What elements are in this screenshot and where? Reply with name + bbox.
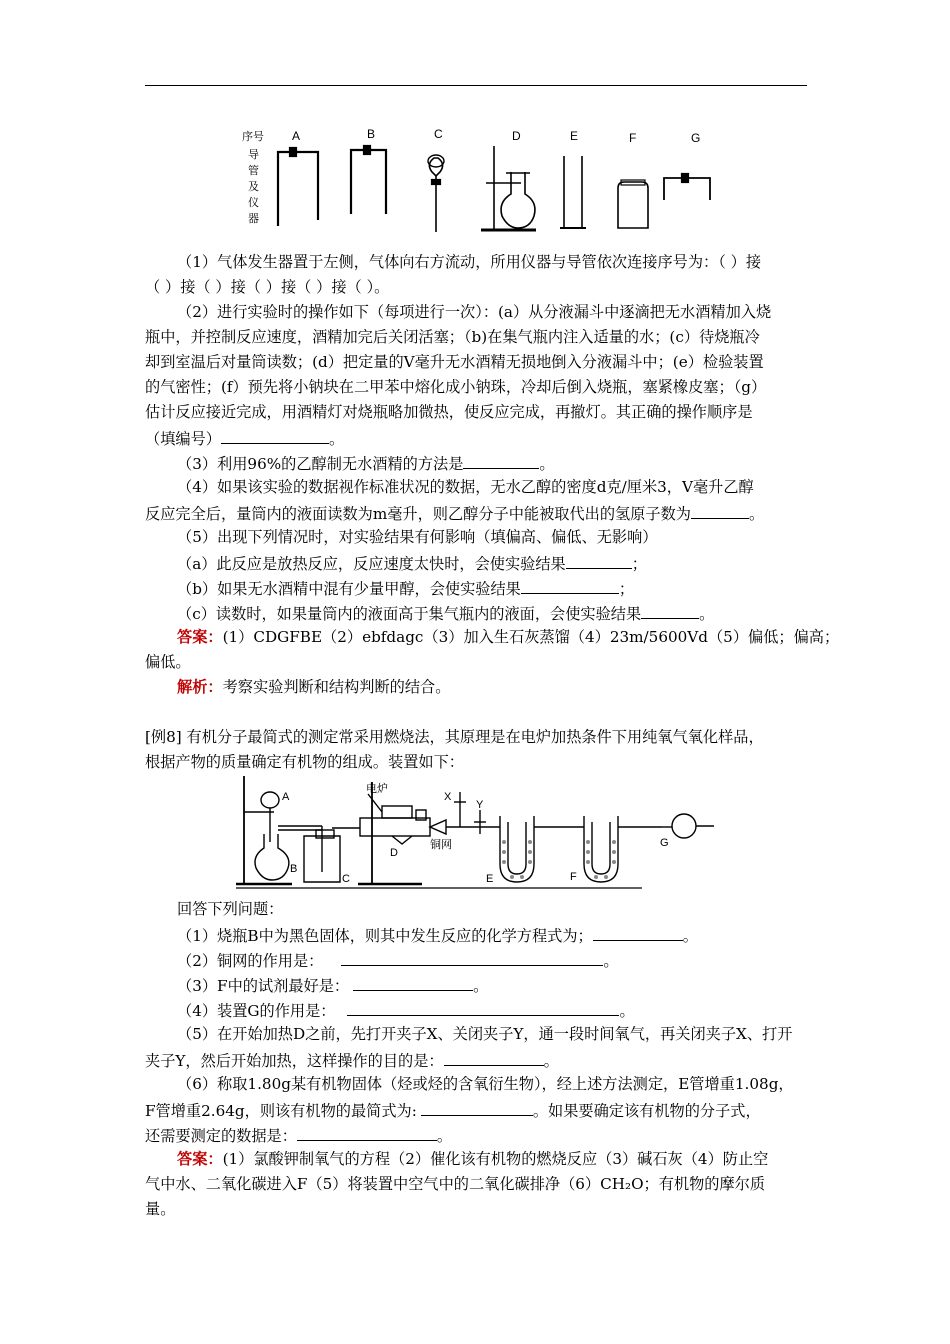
q2-line5: 估计反应接近完成，用酒精灯对烧瓶略加微热，使反应完成，再撤灯。其正确的操作顺序是	[145, 403, 753, 421]
fig1-label-d: D	[512, 129, 521, 143]
ex8-q2: （2）铜网的作用是： 。	[177, 949, 619, 971]
analysis-line: 解析：考察实验判断和结构判断的结合。	[177, 678, 451, 696]
q2-line3: 却到室温后对量筒读数；(d）把定量的V毫升无水酒精无损地倒入分液漏斗中；(e）检验装置	[145, 353, 764, 371]
q5a-line: （a）此反应是放热反应，反应速度太快时，会使实验结果 ；	[177, 552, 647, 574]
fig2-label-b: B	[290, 863, 298, 875]
answer2-line1: 答案：(1）氯酸钾制氧气的方程（2）催化该有机物的燃烧反应（3）碱石灰（4）防止空	[177, 1150, 769, 1168]
q2-line4: 的气密性；(f）预先将小钠块在二甲苯中熔化成小钠珠，冷却后倒入烧瓶，塞紧橡皮塞；（g）	[145, 378, 767, 396]
ex8-q3: （3）F中的试剂最好是： 。	[177, 974, 488, 996]
answer1-line2: 偏低。	[145, 653, 191, 671]
apparatus-figure-2	[232, 772, 722, 892]
fig1-row-label: 序号	[242, 131, 264, 143]
example8-line1: [例8] 有机分子最简式的测定常采用燃烧法，其原理是在电炉加热条件下用纯氧气氧化样品，	[145, 728, 764, 746]
drying-tube-g	[672, 814, 696, 838]
q3-line: （3）利用96%的乙醇制无水酒精的方法是 。	[177, 452, 555, 474]
answer1-line1: 答案：(1）CDGFBE（2）ebfdagc（3）加入生石灰蒸馏（4）23m/5600Vd（5）偏低；偏高；	[177, 628, 840, 646]
fig2-label-e: E	[486, 873, 494, 885]
fig2-label-x: X	[444, 791, 452, 803]
fig2-label-a: A	[282, 791, 290, 803]
q4-line2: 反应完全后，量筒内的液面读数为m毫升，则乙醇分子中能被取代出的氢原子数为 。	[145, 502, 764, 524]
ex8-q1: （1）烧瓶B中为黑色固体，则其中发生反应的化学方程式为； 。	[177, 924, 698, 946]
fig2-label-c: C	[342, 873, 350, 885]
ex8-prompt: 回答下列问题：	[177, 900, 284, 918]
answer2-line3: 量。	[145, 1200, 176, 1218]
answer2-label: 答案：	[177, 1150, 223, 1168]
apparatus-figure-1	[236, 128, 726, 240]
measuring-cylinder	[564, 156, 582, 228]
fig1-label-a: A	[292, 129, 301, 143]
fig2-label-g: G	[660, 837, 669, 849]
gas-bottle	[618, 182, 648, 228]
fig2-copper-label: 铜网	[430, 839, 452, 851]
u-tube-f	[584, 816, 618, 882]
fig1-label-b: B	[367, 128, 376, 141]
ex8-q6-line3: 还需要测定的数据是： 。	[145, 1124, 452, 1146]
answer1-label: 答案：	[177, 628, 223, 646]
flask	[501, 172, 535, 228]
fig2-label-f: F	[570, 871, 577, 883]
combustion-tube-d	[360, 818, 430, 836]
ex8-q6-line1: （6）称取1.80g某有机物固体（烃或烃的含氧衍生物），经上述方法测定，E管增重1.08g，	[177, 1075, 794, 1093]
q2-line6: （填编号） 。	[145, 427, 344, 449]
electric-furnace	[382, 806, 412, 818]
tube-a	[278, 152, 318, 226]
header-rule	[145, 85, 807, 86]
ex8-q6-line2: F管增重2.64g，则该有机物的最简式为: 。如果要确定该有机物的分子式，	[145, 1099, 761, 1121]
q5b-line: （b）如果无水酒精中混有少量甲醇，会使实验结果 ；	[177, 577, 634, 599]
ex8-q4: （4）装置G的作用是： 。	[177, 999, 635, 1021]
fig2-label-y: Y	[476, 799, 484, 811]
tube-b	[351, 150, 386, 214]
q1-line2: （ ）接（ ）接（ ）接（ ）接（ ）。	[145, 278, 390, 296]
fig1-label-f: F	[629, 131, 637, 145]
q2-line1: （2）进行实验时的操作如下（每项进行一次）：(a）从分液漏斗中逐滴把无水酒精加入烧	[177, 303, 772, 321]
q5c-line: （c）读数时，如果量筒内的液面高于集气瓶内的液面，会使实验结果 。	[177, 602, 714, 624]
fig2-label-d: D	[390, 847, 398, 859]
q2-line2: 瓶中，并控制反应速度，酒精加完后关闭活塞；（b)在集气瓶内注入适量的水；(c）待烧瓶冷	[145, 328, 760, 346]
fig1-row-label-char: 管	[248, 165, 259, 177]
funnel-a	[261, 792, 279, 808]
fig1-row-label-char: 及	[248, 181, 259, 193]
fig1-row-label-char: 导	[248, 149, 259, 161]
flask-b	[255, 834, 289, 880]
q1-line1: （1）气体发生器置于左侧，气体向右方流动，所用仪器与导管依次连接序号为：（ ）接	[177, 253, 762, 271]
fig1-row-label-char: 仪	[248, 197, 259, 209]
fig1-label-g: G	[691, 131, 701, 145]
fig1-label-c: C	[434, 128, 443, 141]
fig1-label-e: E	[570, 129, 579, 143]
analysis-label: 解析：	[177, 678, 223, 696]
ex8-q5-line2: 夹子Y，然后开始加热，这样操作的目的是： 。	[145, 1049, 559, 1071]
q4-line1: （4）如果该实验的数据视作标准状况的数据，无水乙醇的密度d克/厘米3，V毫升乙醇	[177, 478, 754, 496]
answer2-line2: 气中水、二氧化碳进入F（5）将装置中空气中的二氧化碳排净（6）CH₂O；有机物的摩尔质	[145, 1175, 766, 1193]
u-tube-e	[500, 816, 534, 882]
example8-line2: 根据产物的质量确定有机物的组成。装置如下：	[145, 753, 464, 771]
ex8-q5-line1: （5）在开始加热D之前，先打开夹子X、关闭夹子Y，通一段时间氧气，再关闭夹子X、打开	[177, 1025, 793, 1043]
fig2-furnace-label: 电炉	[366, 783, 388, 795]
q5-line: （5）出现下列情况时，对实验结果有何影响（填偏高、偏低、无影响）	[177, 528, 658, 546]
fig1-row-label-char: 器	[248, 213, 259, 225]
